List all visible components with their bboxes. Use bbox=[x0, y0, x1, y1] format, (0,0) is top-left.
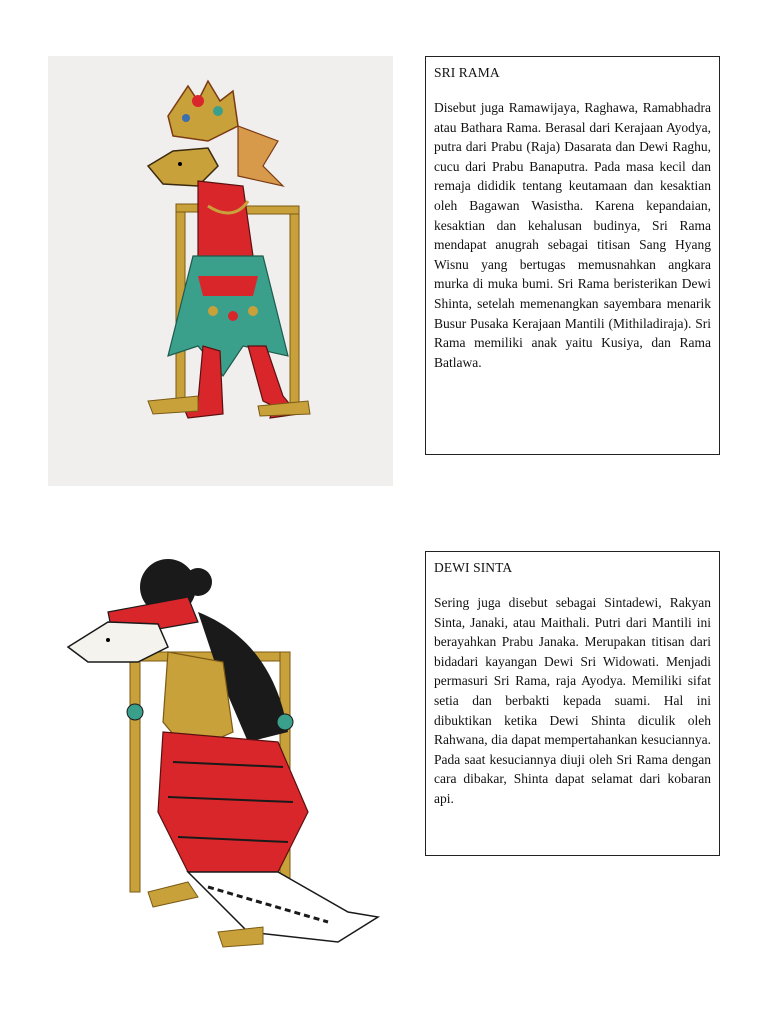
dewi-sinta-wayang-image bbox=[48, 552, 400, 968]
sri-rama-title: SRI RAMA bbox=[434, 65, 500, 80]
dewi-sinta-title: DEWI SINTA bbox=[434, 560, 513, 575]
wayang-puppet-sinta-icon bbox=[48, 552, 400, 968]
sri-rama-wayang-image bbox=[48, 56, 393, 486]
sri-rama-description: Disebut juga Ramawijaya, Raghawa, Ramabhadra atau Bathara Rama. Berasal dari Kerajaan Ayodya, putra dari Prabu (Raja) Dasarata dan Dewi Raghu, cucu dari Prabu Banaputra. Pada masa kecil dan remaja dididik tentang keutamaan dan kesaktian oleh Bagawan Wasistha. Karena kepandaian, kesaktian dan kehalusan budinya, Sri Rama mendapat anugrah sebagai titisan Sang Hyang Wisnu yang bertugas memusnahkan angkara murka di muka bumi. Sri Rama beristerikan Dewi Shinta, setelah memenangkan sayembara menarik Busur Pusaka Kerajaan Mantili (Mithiladiraja). Sri Rama memiliki anak yaitu Kusiya, dan Rama Batlawa. bbox=[434, 100, 711, 370]
dewi-sinta-description: Sering juga disebut sebagai Sintadewi, Rakyan Sinta, Janaki, atau Maithali. Putri dari Mantili ini berayahkan Prabu Janaka. Merupakan titisan dari bidadari kayangan Dewi Sri Widowati. Menjadi permasuri Sri Rama, raja Ayodya. Memiliki sifat setia dan berbakti kepada suami. Hal ini dibuktikan ketika Dewi Shinta diculik oleh Rahwana, dia dapat mempertahankan kesuciannya. Pada saat kesuciannya diuji oleh Sri Rama dengan cara dibakar, Shinta dapat selamat dari kobaran api. bbox=[434, 595, 711, 806]
dewi-sinta-description-card bbox=[425, 551, 720, 856]
wayang-puppet-rama-icon bbox=[48, 56, 393, 486]
sri-rama-description-card bbox=[425, 56, 720, 455]
